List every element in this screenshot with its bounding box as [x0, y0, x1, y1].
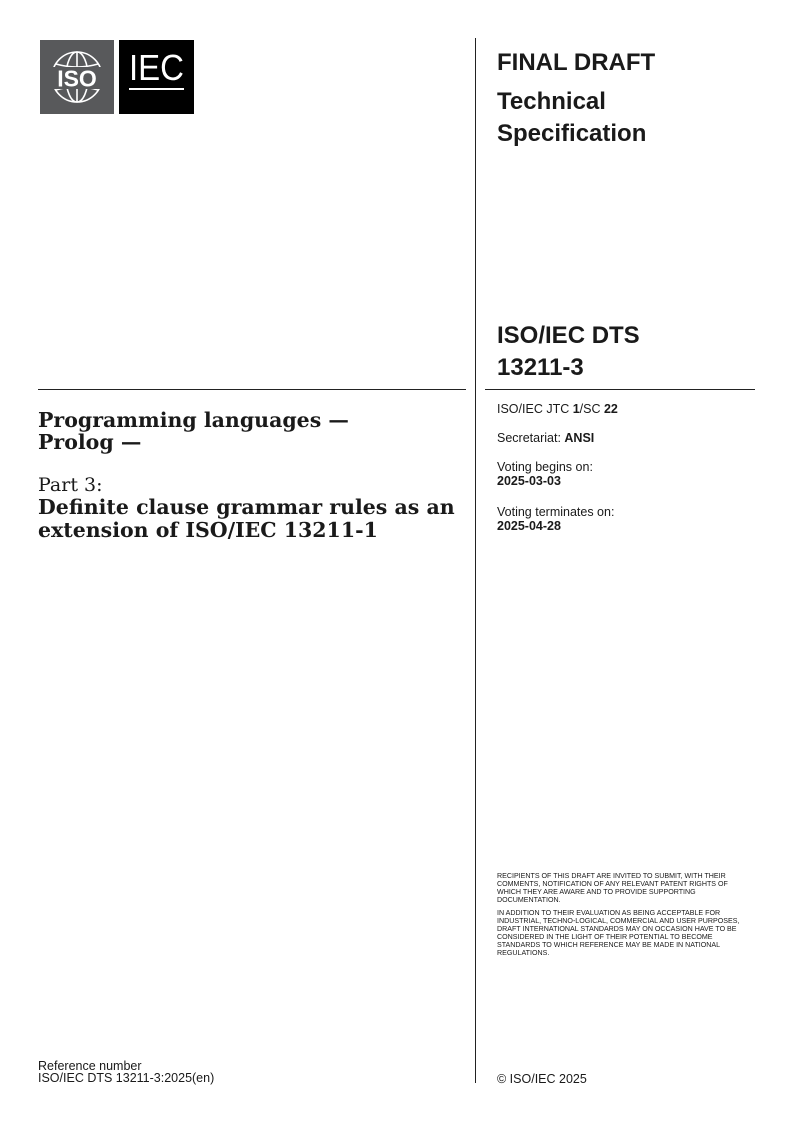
iec-logo-text: IEC — [129, 47, 184, 88]
horizontal-divider-left — [38, 389, 466, 390]
document-number — [497, 320, 757, 384]
voting-begins-label: Voting begins on: — [497, 460, 593, 474]
voting-terminates — [497, 505, 757, 533]
reference-number-label: Reference number — [38, 1059, 142, 1073]
secretariat — [497, 431, 757, 445]
committee-reference — [497, 402, 757, 416]
document-status: FINAL DRAFT — [497, 49, 656, 76]
document-type-line: Specification — [497, 120, 647, 147]
horizontal-divider-right — [485, 389, 755, 390]
copyright-notice: © ISO/IEC 2025 — [497, 1072, 587, 1086]
secretariat-label: Secretariat: — [497, 431, 565, 445]
committee-prefix: ISO/IEC JTC — [497, 402, 573, 416]
document-number-line: 13211-3 — [497, 354, 584, 381]
committee-jtc: 1 — [572, 402, 580, 416]
iso-logo-text: ISO — [57, 65, 97, 92]
voting-terminates-date: 2025-04-28 — [497, 519, 561, 533]
part-title — [38, 496, 458, 542]
voting-terminates-label: Voting terminates on: — [497, 505, 615, 519]
voting-begins-date: 2025-03-03 — [497, 474, 561, 488]
iec-mark-icon — [119, 40, 194, 114]
secretariat-value: ANSI — [564, 431, 595, 445]
document-title — [38, 409, 458, 453]
document-type-line: Technical — [497, 88, 606, 115]
title-line: Prolog — — [38, 430, 142, 454]
voting-begins — [497, 460, 757, 488]
patent-notice: RECIPIENTS OF THIS DRAFT ARE INVITED TO SUBMIT, WITH THEIR COMMENTS, NOTIFICATION OF ANY RELEVANT PATENT RIGHTS OF WHICH THEY ARE AWARE AND TO PROVIDE SUPPORTING DOCUMENTATION. — [497, 872, 728, 904]
part-title-line: Definite clause grammar rules as an — [38, 495, 455, 519]
evaluation-notice: IN ADDITION TO THEIR EVALUATION AS BEING ACCEPTABLE FOR INDUSTRIAL, TECHNO-LOGICAL, COMMERCIAL AND USER PURPOSES, DRAFT INTERNATIONAL STANDARDS MAY ON OCCASION HAVE TO BE CONSIDERED IN THE LIGHT OF THEIR POTENTIAL TO BECOME STANDARDS TO WHICH REFERENCE MAY BE MADE IN NATIONAL REGULATIONS. — [497, 909, 740, 957]
document-number-line: ISO/IEC DTS — [497, 322, 640, 349]
title-line: Programming languages — — [38, 408, 349, 432]
part-title-line: extension of ISO/IEC 13211-1 — [38, 518, 378, 542]
iec-logo — [119, 40, 194, 114]
committee-sc: 22 — [603, 402, 618, 416]
iso-logo — [40, 40, 114, 114]
reference-number: ISO/IEC DTS 13211-3:2025(en) — [38, 1071, 215, 1085]
iso-globe-icon — [40, 40, 114, 114]
committee-sc-prefix: /SC — [579, 402, 604, 416]
document-type — [497, 86, 757, 150]
vertical-divider — [475, 38, 476, 1083]
part-label: Part 3: — [38, 474, 103, 496]
